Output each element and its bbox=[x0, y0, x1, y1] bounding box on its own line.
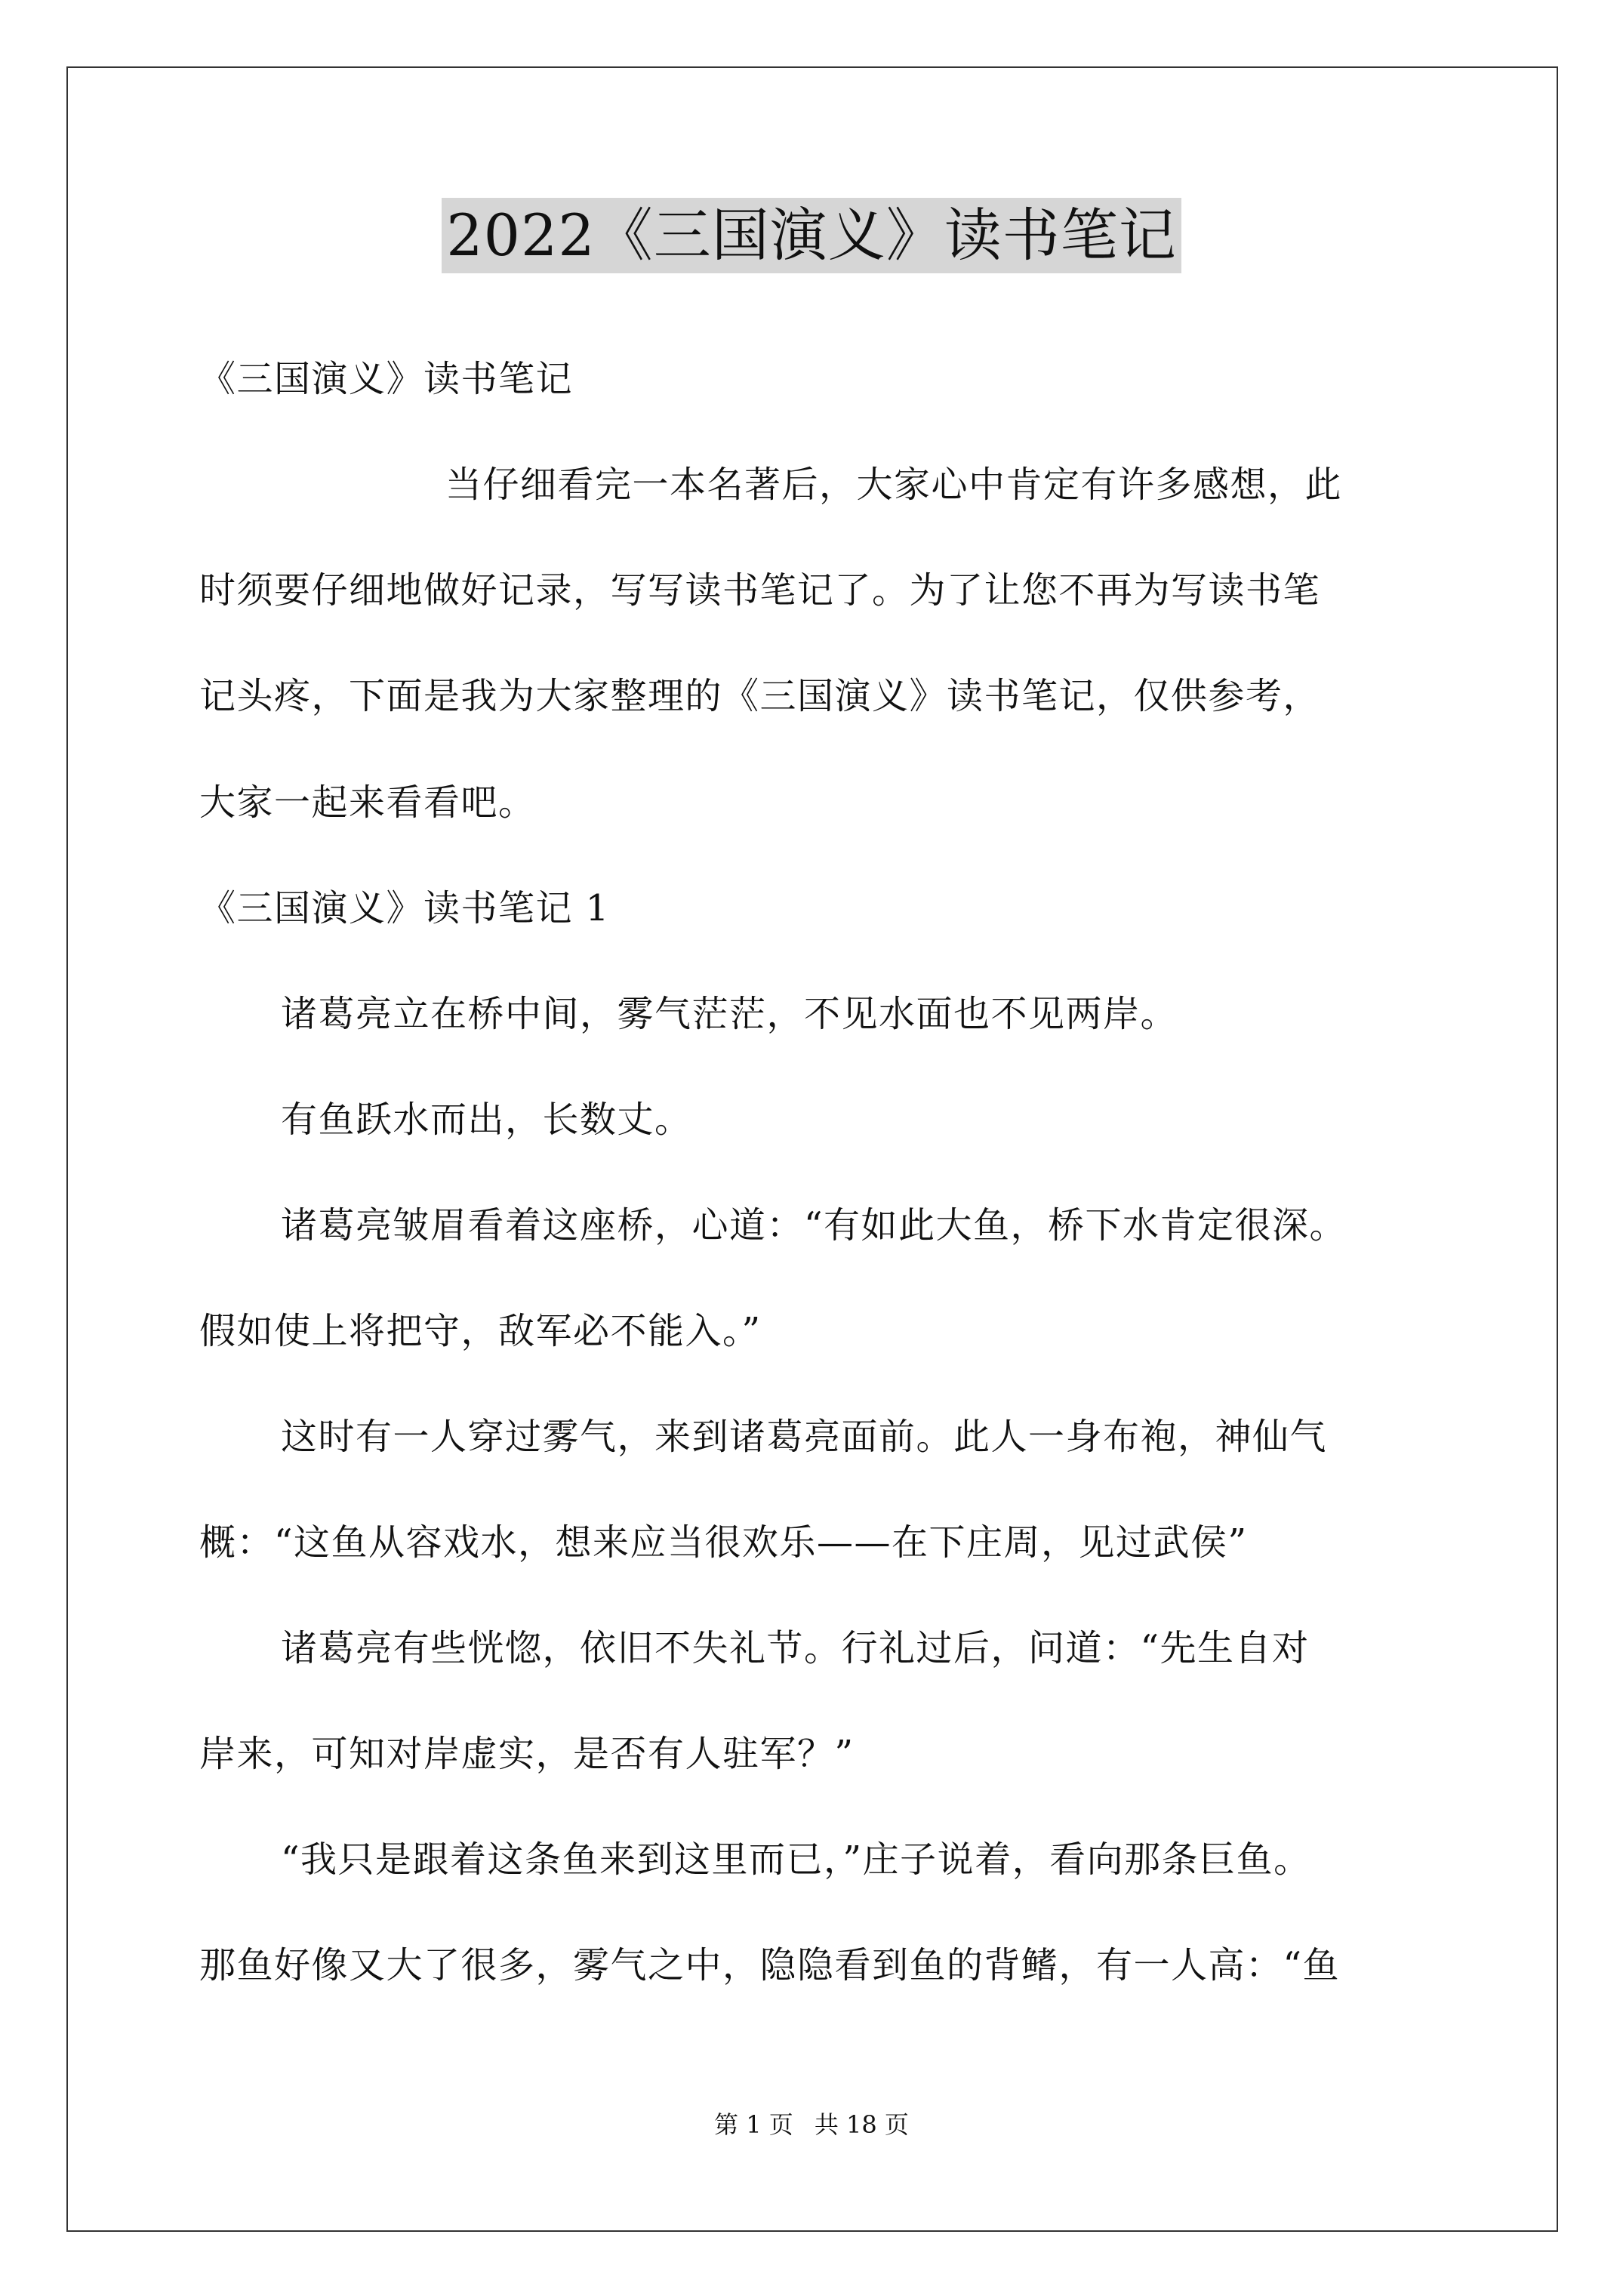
body-line: 诸葛亮有些恍惚，依旧不失礼节。行礼过后，问道：“先生自对 bbox=[281, 1627, 1310, 1669]
body-line: 诸葛亮立在桥中间，雾气茫茫，不见水面也不见两岸。 bbox=[281, 993, 1178, 1035]
page-number: 第 1 页 bbox=[714, 2110, 793, 2139]
page-total: 共 18 页 bbox=[814, 2110, 909, 2139]
body-line: 诸葛亮皱眉看着这座桥，心道：“有如此大鱼，桥下水肯定很深。 bbox=[281, 1204, 1347, 1247]
body-line: “我只是跟着这条鱼来到这里而已，”庄子说着，看向那条巨鱼。 bbox=[281, 1838, 1311, 1881]
body-line: 假如使上将把守，敌军必不能入。” bbox=[199, 1310, 762, 1352]
body-line: 记头疼，下面是我为大家整理的《三国演义》读书笔记，仅供参考， bbox=[199, 675, 1321, 717]
page-footer bbox=[0, 2110, 1623, 2140]
body-line: 有鱼跃水而出，长数丈。 bbox=[281, 1099, 692, 1141]
document-title: 2022《三国演义》读书笔记 bbox=[442, 198, 1181, 273]
body-line: 这时有一人穿过雾气，来到诸葛亮面前。此人一身布袍，神仙气 bbox=[281, 1416, 1328, 1458]
body-line: 那鱼好像又大了很多，雾气之中，隐隐看到鱼的背鳍，有一人高：“鱼 bbox=[199, 1944, 1341, 1986]
section-heading: 《三国演义》读书笔记 1 bbox=[199, 887, 610, 929]
body-line: 当仔细看完一本名著后，大家心中肯定有许多感想，此 bbox=[445, 464, 1343, 506]
subtitle-line: 《三国演义》读书笔记 bbox=[199, 358, 574, 400]
body-line: 时须要仔细地做好记录，写写读书笔记了。为了让您不再为写读书笔 bbox=[199, 569, 1321, 612]
body-line: 大家一起来看看吧。 bbox=[199, 781, 536, 824]
body-line: 岸来，可知对岸虚实，是否有人驻军？” bbox=[199, 1733, 855, 1775]
body-line: 概：“这鱼从容戏水，想来应当很欢乐——在下庄周，见过武侯” bbox=[199, 1521, 1248, 1564]
title-container bbox=[0, 198, 1623, 273]
